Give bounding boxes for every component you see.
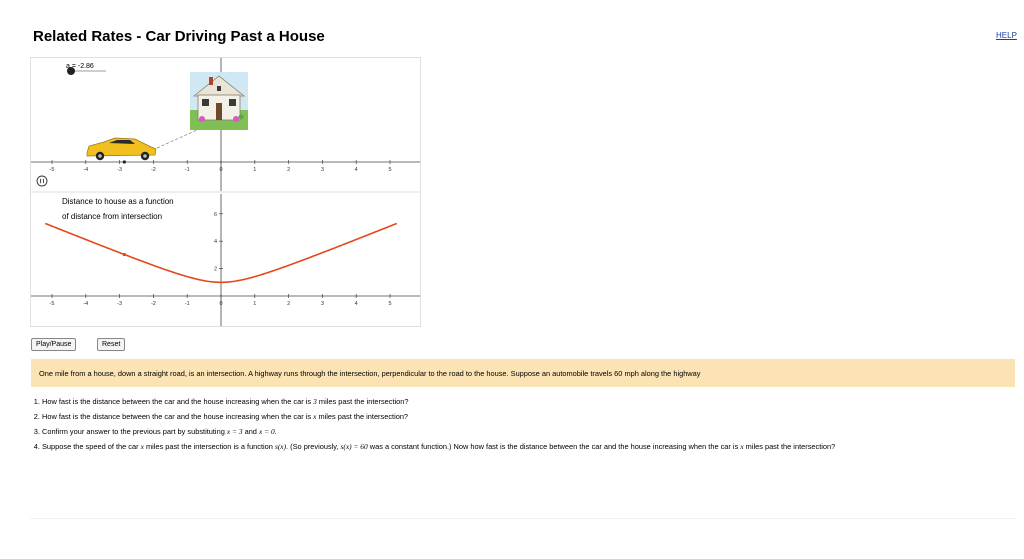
bottom-x-tick-label: 0 bbox=[219, 301, 223, 307]
question-3: 3. Confirm your answer to the previous part by substituting x = 3 and x = 0. bbox=[42, 427, 1012, 436]
bottom-x-tick-label: -5 bbox=[49, 301, 55, 307]
question-1: 1. How fast is the distance between the car and the house increasing when the car is 3 miles past the intersection? bbox=[42, 397, 1012, 406]
bottom-x-tick-label: -2 bbox=[150, 301, 156, 307]
question-4: 4. Suppose the speed of the car x miles past the intersection is a function s(x). (So previously, s(x) = 60 was a constant function.) Now how fast is the distance between the car and the house increasing when the car is x miles past the intersection? bbox=[42, 442, 1012, 451]
y-tick-label: 6 bbox=[213, 211, 217, 218]
graph-label-line2: of distance from intersection bbox=[62, 212, 163, 221]
question-2: 2. How fast is the distance between the car and the house increasing when the car is x miles past the intersection? bbox=[42, 412, 1012, 421]
pause-circle-icon[interactable] bbox=[37, 176, 47, 186]
geogebra-applet[interactable] bbox=[30, 57, 421, 327]
slider-a[interactable] bbox=[66, 63, 106, 75]
reset-button[interactable]: Reset bbox=[97, 338, 125, 351]
top-x-tick-label: 4 bbox=[354, 167, 358, 173]
footer-divider bbox=[30, 518, 1015, 519]
top-x-tick-label: 0 bbox=[219, 167, 223, 173]
bottom-x-tick-label: 3 bbox=[320, 301, 324, 307]
play-pause-button[interactable]: Play/Pause bbox=[31, 338, 76, 351]
bottom-x-tick-label: 5 bbox=[388, 301, 392, 307]
car-position-point[interactable] bbox=[123, 160, 126, 163]
problem-statement: One mile from a house, down a straight road, is an intersection. A highway runs through the intersection, perpendicular to the road to the house. Suppose an automobile travels 60 mph along the highway bbox=[39, 369, 701, 378]
y-tick-label: 4 bbox=[213, 239, 217, 246]
page-title: Related Rates - Car Driving Past a House bbox=[33, 28, 325, 45]
y-tick-label: 2 bbox=[213, 266, 217, 273]
problem-statement-box bbox=[31, 359, 1015, 387]
top-x-tick-label: 5 bbox=[388, 167, 392, 173]
car-image bbox=[87, 138, 156, 160]
house-image bbox=[190, 72, 248, 130]
slider-label: a = -2.86 bbox=[66, 63, 94, 70]
top-x-tick-label: 1 bbox=[253, 167, 257, 173]
bottom-x-tick-label: 1 bbox=[253, 301, 257, 307]
top-x-tick-label: 2 bbox=[287, 167, 291, 173]
top-x-tick-label: -5 bbox=[49, 167, 55, 173]
help-link[interactable]: HELP bbox=[996, 31, 1017, 40]
graph-label-line1: Distance to house as a function bbox=[62, 197, 174, 206]
bottom-x-tick-label: -3 bbox=[117, 301, 123, 307]
bottom-x-tick-label: 2 bbox=[287, 301, 291, 307]
top-x-tick-label: -3 bbox=[117, 167, 123, 173]
top-x-tick-label: -2 bbox=[150, 167, 156, 173]
bottom-x-tick-label: 4 bbox=[354, 301, 358, 307]
question-list bbox=[22, 397, 1012, 457]
bottom-x-tick-label: -4 bbox=[83, 301, 89, 307]
bottom-x-tick-label: -1 bbox=[184, 301, 190, 307]
top-x-tick-label: -4 bbox=[83, 167, 89, 173]
top-x-tick-label: -1 bbox=[184, 167, 190, 173]
applet-canvas[interactable] bbox=[31, 58, 420, 326]
top-x-tick-label: 3 bbox=[320, 167, 324, 173]
